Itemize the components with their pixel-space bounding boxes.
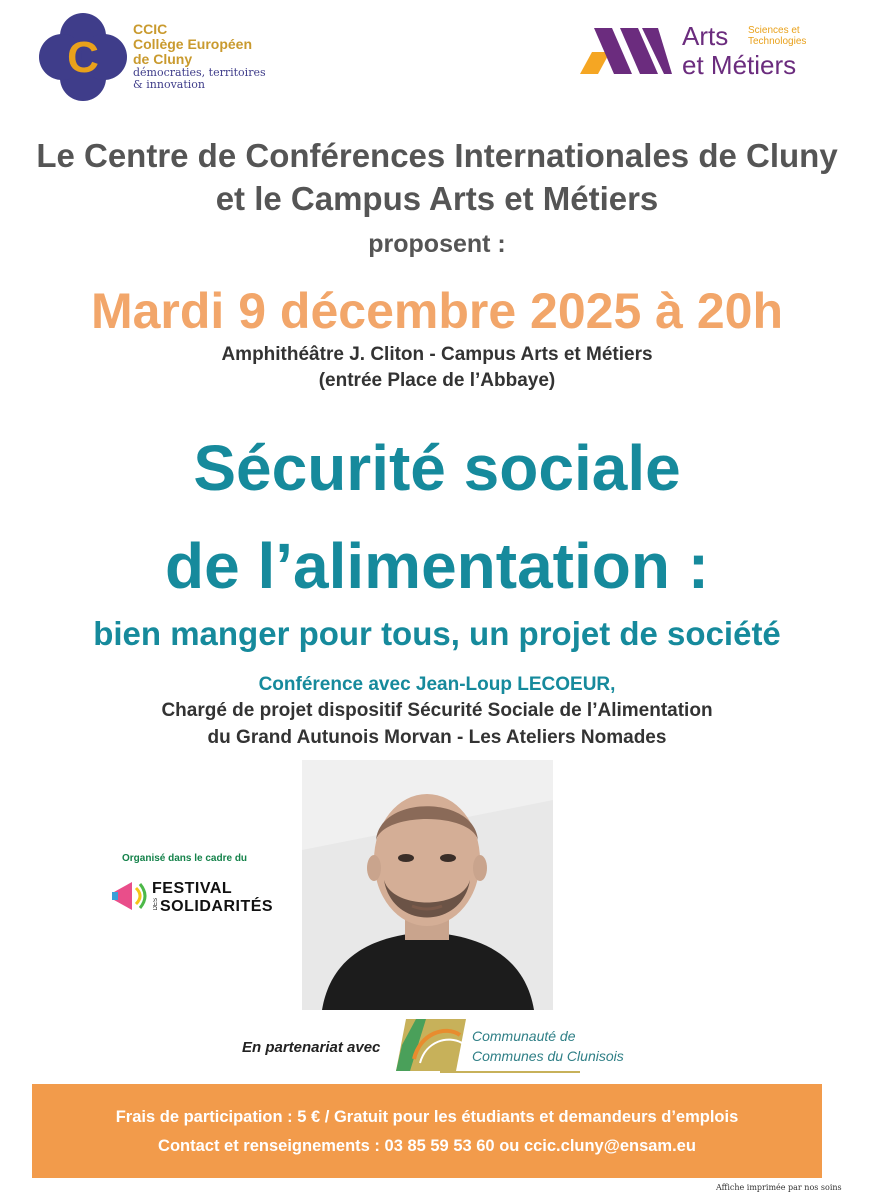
intro-line-2: et le Campus Arts et Métiers	[215, 180, 659, 217]
talk-title-line-1: Sécurité sociale	[193, 432, 681, 504]
event-venue-entrance: (entrée Place de l’Abbaye)	[318, 370, 556, 391]
partner-label: En partenariat avec	[242, 1039, 381, 1056]
talk-subtitle: bien manger pour tous, un projet de société	[93, 615, 781, 652]
am-logo-sciences	[748, 25, 806, 47]
am-logo-sciences-line: Sciences et	[748, 25, 800, 36]
communaute-logo-mark	[396, 1015, 468, 1075]
speaker-role-line-1: Chargé de projet dispositif Sécurité Sociale de l’Alimentation	[161, 700, 713, 721]
festival-des: DES	[153, 898, 159, 911]
ccic-logo-mark	[38, 12, 128, 102]
talk-title-line-2: de l’alimentation :	[164, 530, 710, 602]
am-logo-metiers: et Métiers	[682, 50, 797, 80]
am-logo-arts: Arts	[682, 21, 729, 51]
ccic-college: Collège Européen	[133, 36, 253, 52]
ccic-tagline-1: démocraties, territoires	[133, 66, 266, 79]
am-logo-technologies-line: Technologies	[748, 36, 807, 47]
speaker-role-line-2: du Grand Autunois Morvan - Les Ateliers Nomades	[207, 727, 667, 748]
contact-info: Contact et renseignements : 03 85 59 53 60 ou ccic.cluny@ensam.eu	[158, 1137, 696, 1155]
speaker-line: Conférence avec Jean-Loup LECOEUR,	[258, 674, 616, 695]
print-footnote: Affiche imprimée par nos soins	[716, 1183, 842, 1192]
ccic-logo-letter: C	[67, 33, 99, 82]
ccic-name: CCIC	[133, 21, 168, 37]
intro-line-3: proposent :	[368, 230, 506, 258]
festival-word-1: FESTIVAL	[152, 880, 233, 897]
communaute-logo-underline	[440, 1071, 580, 1073]
arts-et-metiers-logo-mark	[580, 24, 672, 78]
speaker-portrait	[302, 760, 553, 1010]
festival-word-2: SOLIDARITÉS	[160, 898, 274, 915]
ccic-tagline-2: & innovation	[133, 78, 206, 91]
intro-line-1: Le Centre de Conférences Internationales de Cluny	[36, 137, 838, 174]
ccic-logo-text	[133, 22, 266, 91]
partner-name-line-1: Communauté de	[472, 1028, 576, 1044]
festival-label: Organisé dans le cadre du	[122, 853, 248, 864]
participation-fees: Frais de participation : 5 € / Gratuit pour les étudiants et demandeurs d’emplois	[115, 1108, 739, 1126]
ccic-cluny: de Cluny	[133, 51, 193, 67]
event-date: Mardi 9 décembre 2025 à 20h	[90, 283, 784, 339]
partner-name-line-2: Communes du Clunisois	[472, 1048, 624, 1064]
speaker-photo	[302, 760, 553, 1010]
event-venue: Amphithéâtre J. Cliton - Campus Arts et Métiers	[221, 344, 653, 365]
megaphone-icon	[110, 876, 150, 916]
info-banner	[32, 1084, 822, 1178]
